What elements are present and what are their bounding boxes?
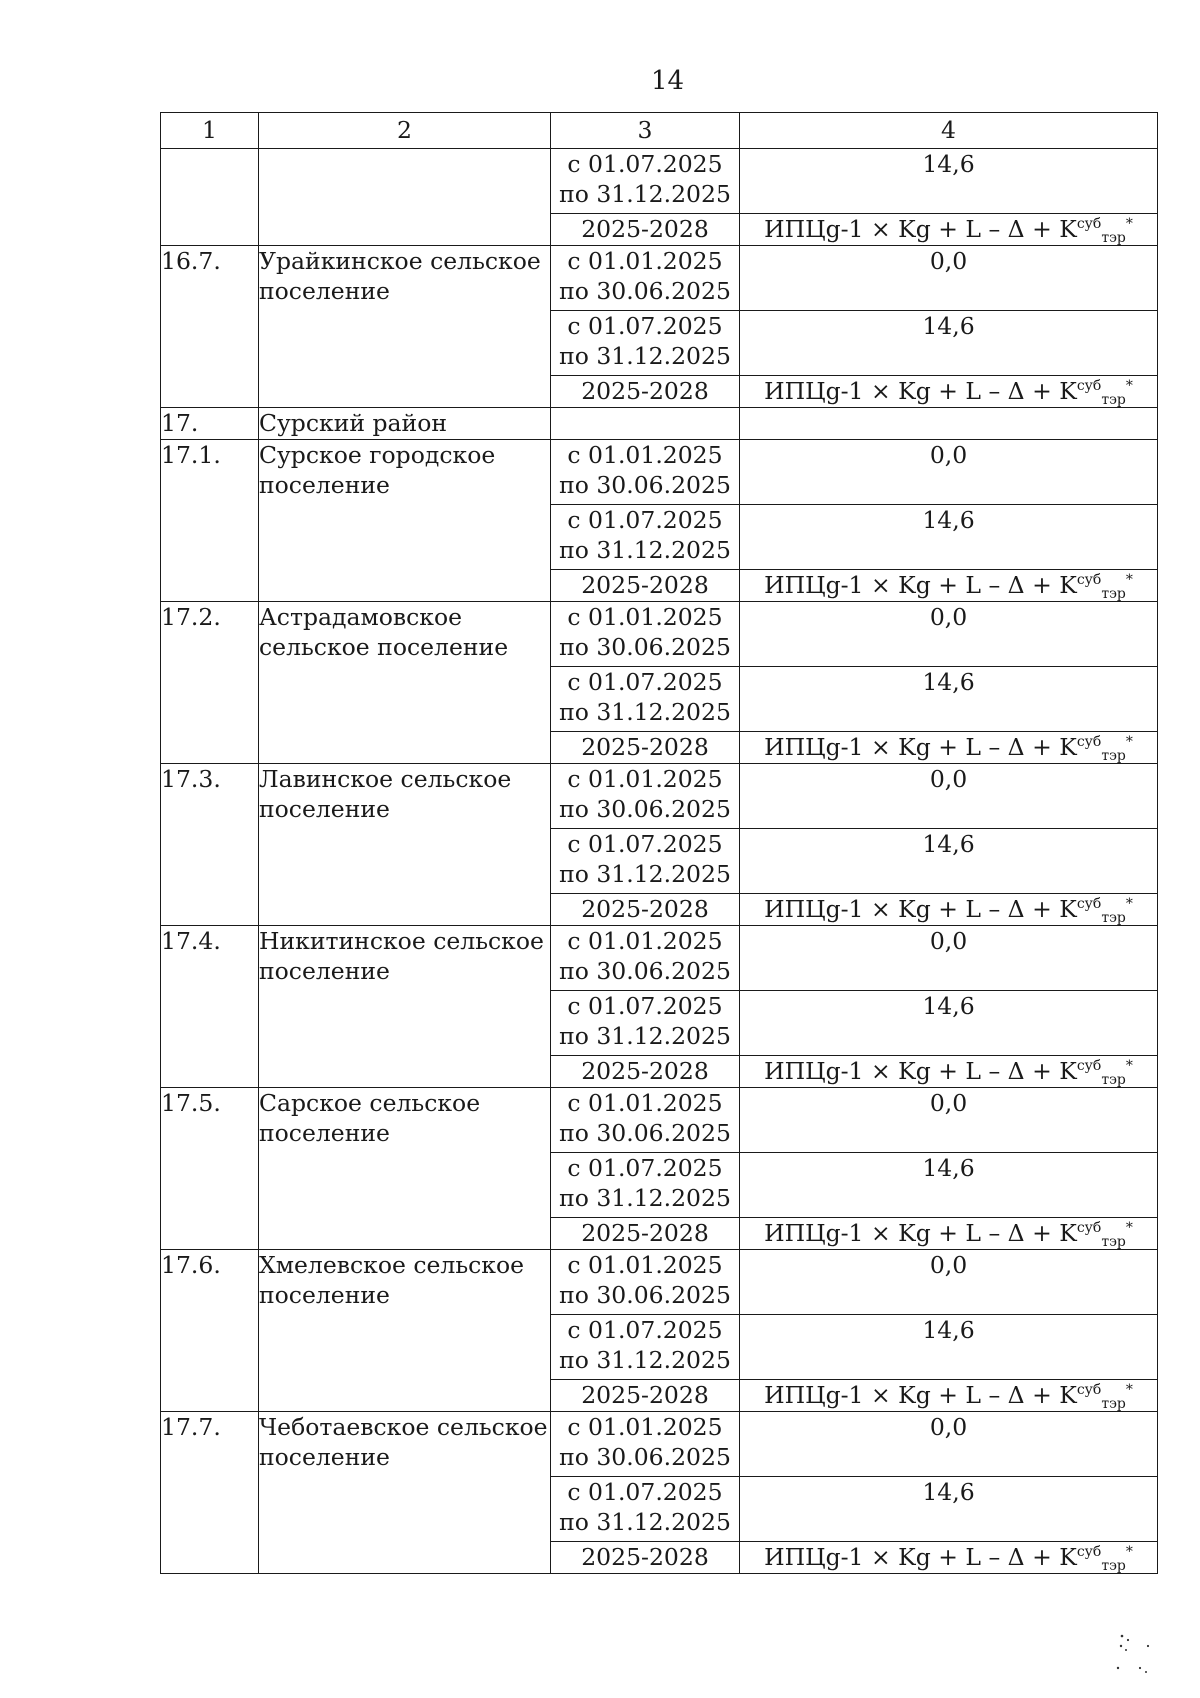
value-cell: 14,6 (740, 991, 1158, 1056)
formula-sup: суб (1076, 1382, 1102, 1398)
period-cell (551, 991, 740, 1056)
period-cell (551, 764, 740, 829)
period-from: с 01.01.2025 (567, 927, 723, 955)
table-row (161, 602, 1158, 667)
value-cell (740, 408, 1158, 440)
formula-sup: суб (1076, 216, 1102, 232)
period-cell (551, 246, 740, 311)
formula-sub: тэр (1101, 1234, 1126, 1250)
row-name: Астрадамовское сельское поселение (259, 602, 551, 764)
table-row (161, 764, 1158, 829)
period-from: с 01.07.2025 (567, 1316, 723, 1344)
row-number: 17.4. (161, 926, 259, 1088)
header-col-4: 4 (740, 113, 1158, 149)
period-from: с 01.07.2025 (567, 150, 723, 178)
period-cell (551, 1153, 740, 1218)
row-number (161, 149, 259, 246)
period-cell (551, 829, 740, 894)
table-row (161, 1250, 1158, 1315)
formula-sub: тэр (1101, 392, 1126, 408)
formula-cell (740, 1542, 1158, 1574)
row-number: 17.5. (161, 1088, 259, 1250)
formula-main: ИПЦg-1 × Kg + L – Δ + K (764, 377, 1077, 405)
value-cell: 14,6 (740, 667, 1158, 732)
period-cell (551, 311, 740, 376)
period-cell: 2025-2028 (551, 570, 740, 602)
period-to: по 30.06.2025 (559, 1119, 731, 1147)
header-col-3: 3 (551, 113, 740, 149)
period-cell (551, 1088, 740, 1153)
row-name: Хмелевское сельское поселение (259, 1250, 551, 1412)
formula-mark: * (1125, 734, 1133, 750)
period-cell: 2025-2028 (551, 376, 740, 408)
period-from: с 01.01.2025 (567, 765, 723, 793)
formula-main: ИПЦg-1 × Kg + L – Δ + K (764, 733, 1077, 761)
value-cell: 0,0 (740, 764, 1158, 829)
value-cell: 0,0 (740, 440, 1158, 505)
formula-cell (740, 570, 1158, 602)
period-to: по 31.12.2025 (559, 180, 731, 208)
value-cell: 14,6 (740, 1315, 1158, 1380)
value-cell: 14,6 (740, 1153, 1158, 1218)
period-to: по 31.12.2025 (559, 536, 731, 564)
header-col-2: 2 (259, 113, 551, 149)
period-cell (551, 1250, 740, 1315)
row-number: 17.2. (161, 602, 259, 764)
row-number: 17.1. (161, 440, 259, 602)
formula-cell (740, 1056, 1158, 1088)
period-from: с 01.07.2025 (567, 506, 723, 534)
formula-sup: суб (1076, 896, 1102, 912)
period-cell (551, 440, 740, 505)
period-cell (551, 926, 740, 991)
period-from: с 01.01.2025 (567, 1089, 723, 1117)
period-cell (551, 505, 740, 570)
row-number: 17.3. (161, 764, 259, 926)
table-row (161, 926, 1158, 991)
period-to: по 31.12.2025 (559, 1022, 731, 1050)
period-to: по 30.06.2025 (559, 277, 731, 305)
formula-main: ИПЦg-1 × Kg + L – Δ + K (764, 215, 1077, 243)
formula-mark: * (1125, 896, 1133, 912)
formula-main: ИПЦg-1 × Kg + L – Δ + K (764, 895, 1077, 923)
formula-sub: тэр (1101, 1072, 1126, 1088)
formula-mark: * (1125, 1220, 1133, 1236)
formula-mark: * (1125, 1544, 1133, 1560)
tariff-table (160, 112, 1158, 1574)
value-cell: 0,0 (740, 1088, 1158, 1153)
formula-main: ИПЦg-1 × Kg + L – Δ + K (764, 1381, 1077, 1409)
period-to: по 30.06.2025 (559, 471, 731, 499)
formula-main: ИПЦg-1 × Kg + L – Δ + K (764, 1057, 1077, 1085)
period-cell: 2025-2028 (551, 894, 740, 926)
period-from: с 01.07.2025 (567, 312, 723, 340)
formula-sup: суб (1076, 1058, 1102, 1074)
formula-sup: суб (1076, 572, 1102, 588)
row-name: Никитинское сельское поселение (259, 926, 551, 1088)
period-from: с 01.01.2025 (567, 441, 723, 469)
row-number: 16.7. (161, 246, 259, 408)
value-cell: 14,6 (740, 505, 1158, 570)
formula-main: ИПЦg-1 × Kg + L – Δ + K (764, 1219, 1077, 1247)
table-row (161, 149, 1158, 214)
period-from: с 01.07.2025 (567, 668, 723, 696)
row-name: Чеботаевское сельское поселение (259, 1412, 551, 1574)
table-row (161, 246, 1158, 311)
period-to: по 31.12.2025 (559, 698, 731, 726)
period-from: с 01.07.2025 (567, 992, 723, 1020)
value-cell: 0,0 (740, 1412, 1158, 1477)
table-row (161, 440, 1158, 505)
row-number: 17.6. (161, 1250, 259, 1412)
period-to: по 31.12.2025 (559, 860, 731, 888)
period-to: по 30.06.2025 (559, 633, 731, 661)
value-cell: 14,6 (740, 829, 1158, 894)
formula-cell (740, 894, 1158, 926)
formula-sub: тэр (1101, 586, 1126, 602)
formula-mark: * (1125, 378, 1133, 394)
formula-sub: тэр (1101, 910, 1126, 926)
header-col-1: 1 (161, 113, 259, 149)
table-row (161, 1412, 1158, 1477)
period-cell: 2025-2028 (551, 1542, 740, 1574)
formula-sup: суб (1076, 378, 1102, 394)
formula-sup: суб (1076, 1544, 1102, 1560)
formula-cell (740, 732, 1158, 764)
period-from: с 01.01.2025 (567, 247, 723, 275)
formula-mark: * (1125, 572, 1133, 588)
period-to: по 31.12.2025 (559, 342, 731, 370)
formula-sup: суб (1076, 734, 1102, 750)
table-body (161, 113, 1158, 1574)
row-name: Сарское сельское поселение (259, 1088, 551, 1250)
value-cell: 14,6 (740, 311, 1158, 376)
period-to: по 30.06.2025 (559, 1281, 731, 1309)
row-name: Сурское городское поселение (259, 440, 551, 602)
period-cell: 2025-2028 (551, 214, 740, 246)
period-to: по 30.06.2025 (559, 1443, 731, 1471)
period-cell (551, 602, 740, 667)
page-number: 14 (650, 66, 685, 96)
period-cell (551, 1315, 740, 1380)
formula-sub: тэр (1101, 1558, 1126, 1574)
formula-mark: * (1125, 216, 1133, 232)
period-from: с 01.07.2025 (567, 830, 723, 858)
period-cell (551, 1477, 740, 1542)
period-cell: 2025-2028 (551, 1380, 740, 1412)
period-cell: 2025-2028 (551, 1218, 740, 1250)
period-to: по 31.12.2025 (559, 1184, 731, 1212)
value-cell: 14,6 (740, 149, 1158, 214)
period-cell (551, 1412, 740, 1477)
formula-mark: * (1125, 1058, 1133, 1074)
formula-mark: * (1125, 1382, 1133, 1398)
period-to: по 31.12.2025 (559, 1346, 731, 1374)
period-to: по 30.06.2025 (559, 795, 731, 823)
formula-sup: суб (1076, 1220, 1102, 1236)
row-name (259, 149, 551, 246)
period-cell: 2025-2028 (551, 1056, 740, 1088)
table-row (161, 408, 1158, 440)
value-cell: 0,0 (740, 602, 1158, 667)
formula-cell (740, 376, 1158, 408)
period-to: по 30.06.2025 (559, 957, 731, 985)
period-cell (551, 408, 740, 440)
value-cell: 0,0 (740, 246, 1158, 311)
period-from: с 01.07.2025 (567, 1154, 723, 1182)
row-name: Лавинское сельское поселение (259, 764, 551, 926)
row-number: 17.7. (161, 1412, 259, 1574)
period-from: с 01.01.2025 (567, 1251, 723, 1279)
formula-sub: тэр (1101, 230, 1126, 246)
period-cell: 2025-2028 (551, 732, 740, 764)
period-from: с 01.01.2025 (567, 603, 723, 631)
value-cell: 0,0 (740, 926, 1158, 991)
formula-main: ИПЦg-1 × Kg + L – Δ + K (764, 571, 1077, 599)
formula-cell (740, 214, 1158, 246)
table-row (161, 1088, 1158, 1153)
formula-cell (740, 1380, 1158, 1412)
row-number: 17. (161, 408, 259, 440)
formula-main: ИПЦg-1 × Kg + L – Δ + K (764, 1543, 1077, 1571)
period-cell (551, 667, 740, 732)
period-from: с 01.07.2025 (567, 1478, 723, 1506)
period-from: с 01.01.2025 (567, 1413, 723, 1441)
scan-specks (1108, 1630, 1168, 1680)
header-row (161, 113, 1158, 149)
value-cell: 14,6 (740, 1477, 1158, 1542)
formula-cell (740, 1218, 1158, 1250)
period-cell (551, 149, 740, 214)
row-name: Урайкинское сельское поселение (259, 246, 551, 408)
formula-sub: тэр (1101, 1396, 1126, 1412)
value-cell: 0,0 (740, 1250, 1158, 1315)
formula-sub: тэр (1101, 748, 1126, 764)
row-name: Сурский район (259, 408, 551, 440)
period-to: по 31.12.2025 (559, 1508, 731, 1536)
